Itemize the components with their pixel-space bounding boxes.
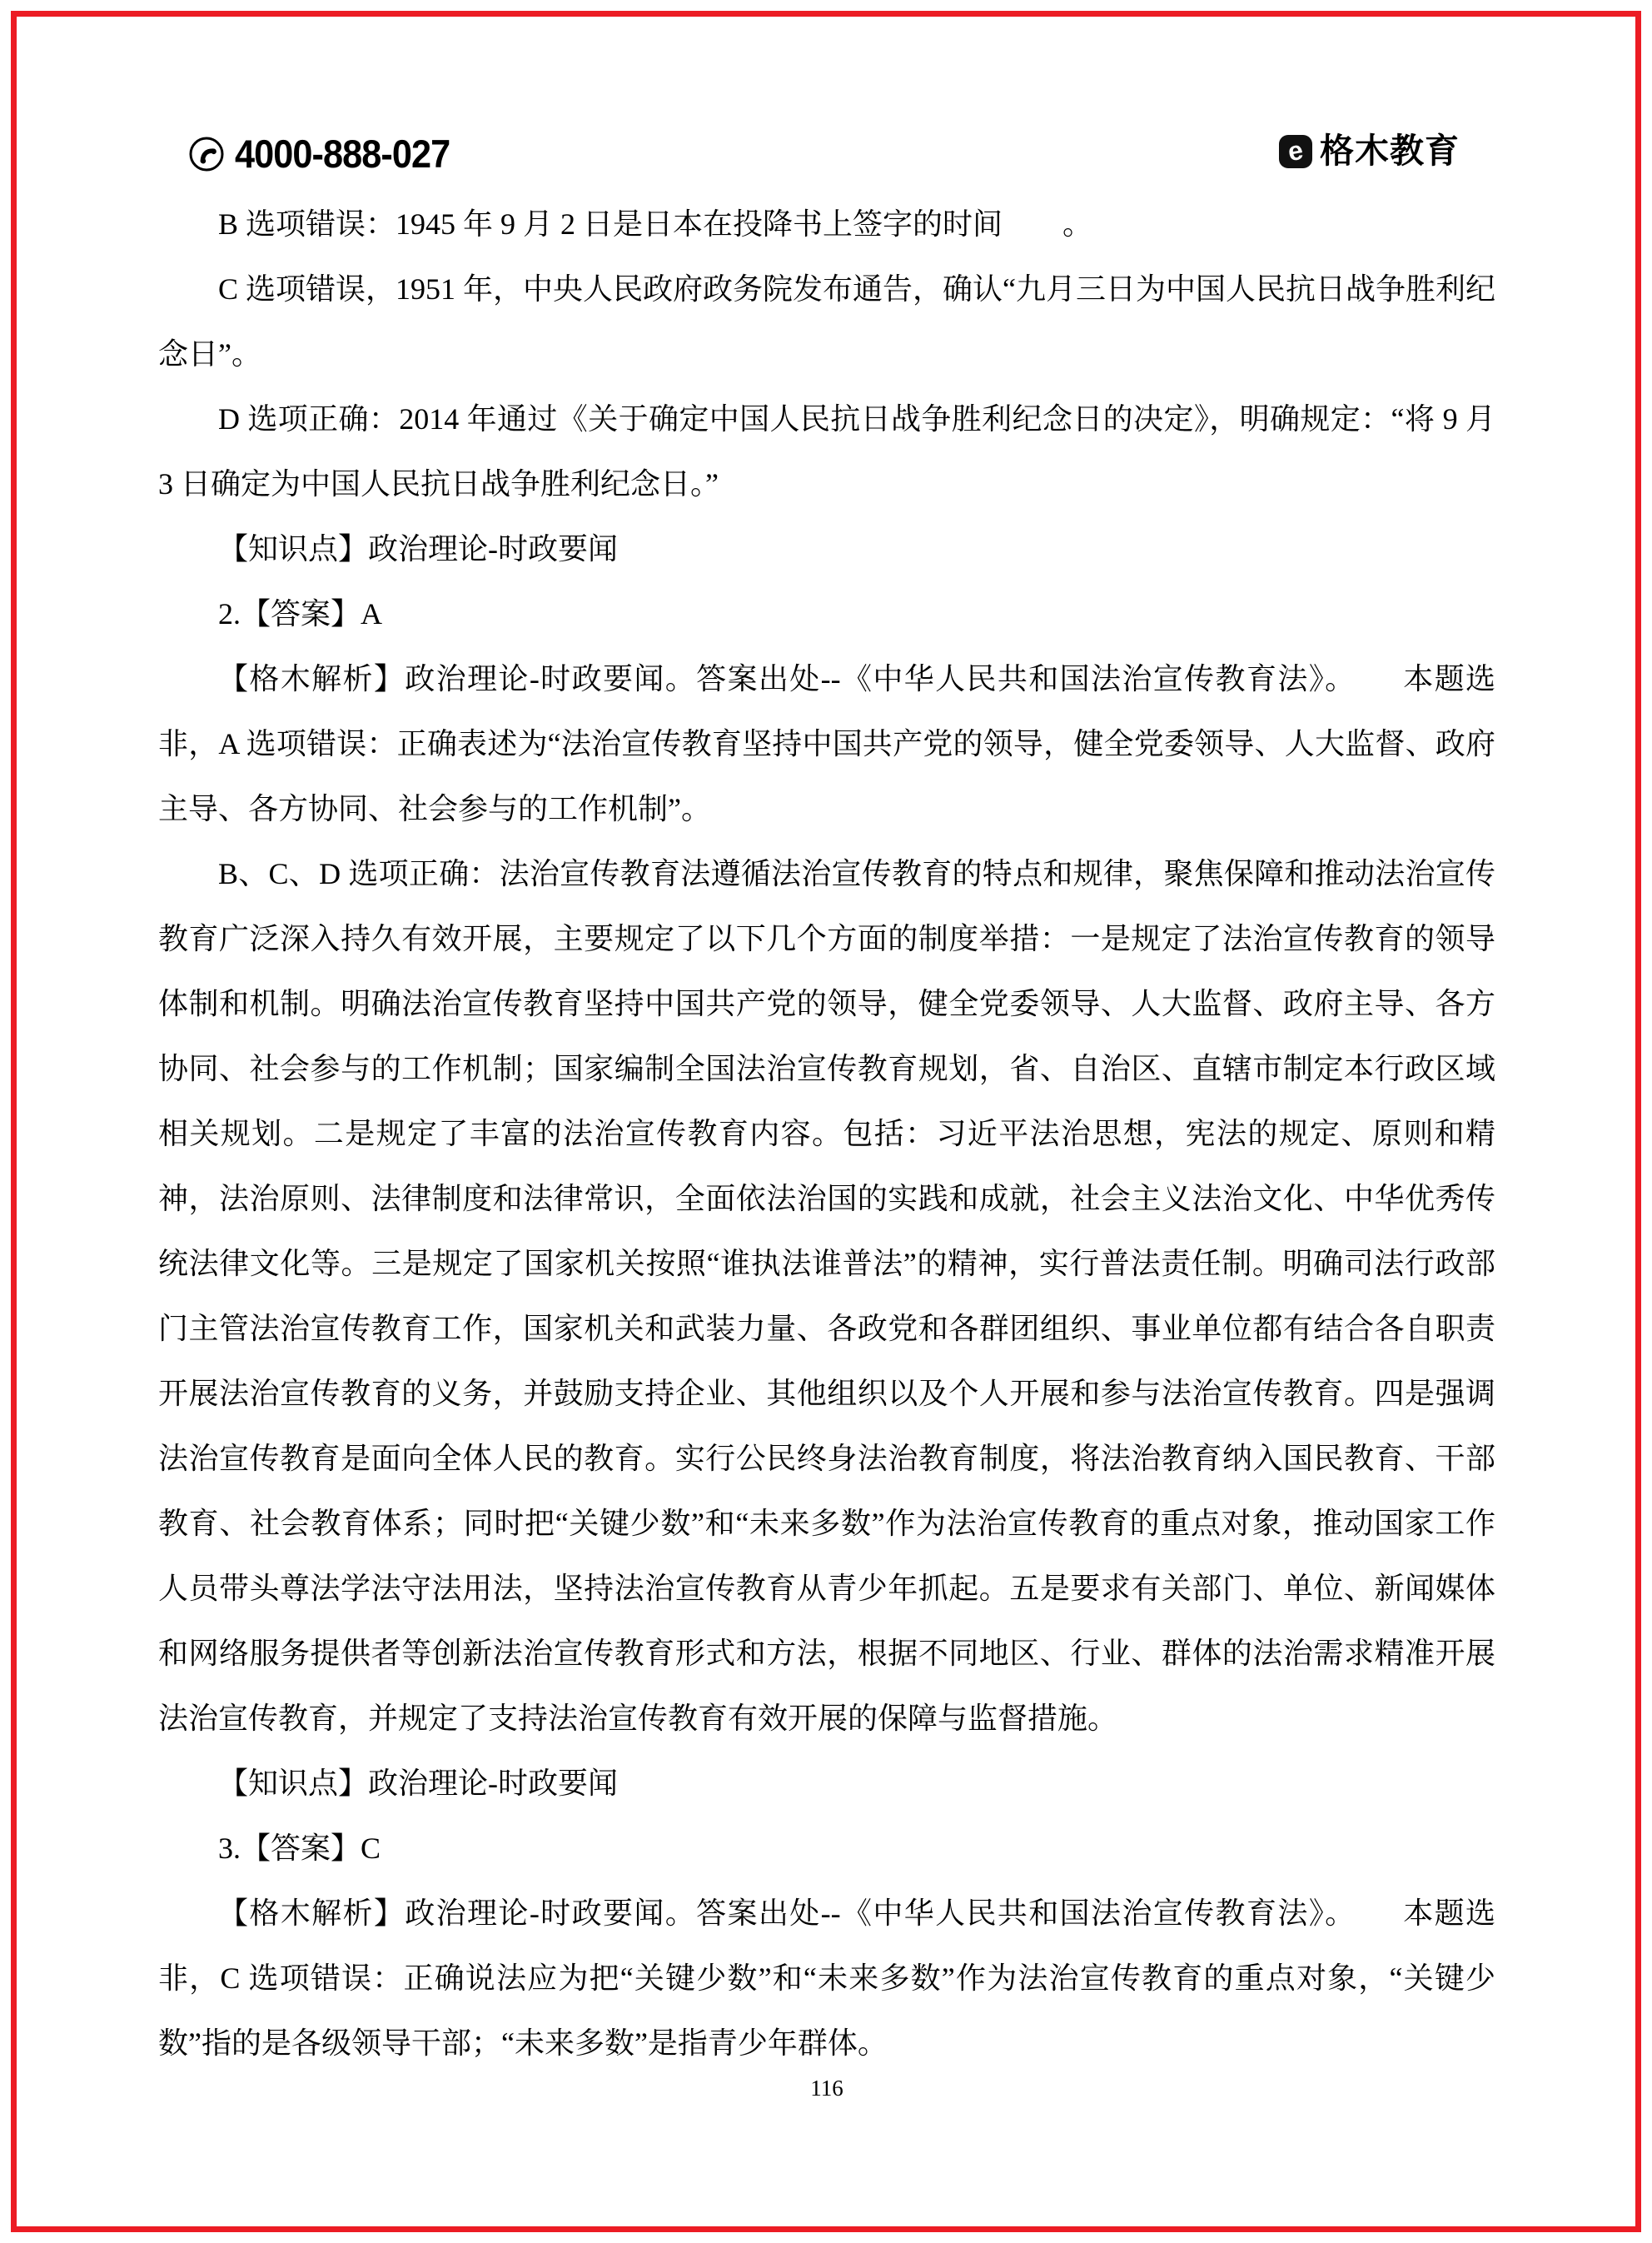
analysis-q3: 【格木解析】政治理论-时政要闻。答案出处--《中华人民共和国法治宣传教育法》。 本题选非，C 选项错误：正确说法应为把“关键少数”和“未来多数”作为法治宣传教育的重点对象，“关键少数”指的是各级领导干部；“未来多数”是指青少年群体。: [158, 1897, 1495, 2060]
header-phone-block: [188, 132, 469, 176]
analysis-q2: 【格木解析】政治理论-时政要闻。答案出处--《中华人民共和国法治宣传教育法》。 本题选非，A 选项错误：正确表述为“法治宣传教育坚持中国共产党的领导，健全党委领导、人大监督、政府主导、各方协同、社会参与的工作机制”。: [158, 662, 1495, 825]
paragraph-option-c: C 选项错误，1951 年，中央人民政府政务院发布通告，确认“九月三日为中国人民抗日战争胜利纪念日”。: [158, 272, 1495, 371]
answer-q3: 3.【答案】C: [218, 1832, 381, 1865]
gemu-logo-icon: e: [1279, 135, 1312, 168]
phone-icon: [188, 136, 225, 172]
analysis-q2-options-bcd: B、C、D 选项正确：法治宣传教育法遵循法治宣传教育的特点和规律，聚焦保障和推动法治宣传教育广泛深入持久有效开展，主要规定了以下几个方面的制度举措：一是规定了法治宣传教育的领导体制和机制。明确法治宣传教育坚持中国共产党的领导，健全党委领导、人大监督、政府主导、各方协同、社会参与的工作机制；国家编制全国法治宣传教育规划，省、自治区、直辖市制定本行政区域相关规划。二是规定了丰富的法治宣传教育内容。包括：习近平法治思想，宪法的规定、原则和精神，法治原则、法律制度和法律常识，全面依法治国的实践和成就，社会主义法治文化、中华优秀传统法律文化等。三是规定了国家机关按照“谁执法谁普法”的精神，实行普法责任制。明确司法行政部门主管法治宣传教育工作，国家机关和武装力量、各政党和各群团组织、事业单位都有结合各自职责开展法治宣传教育的义务，并鼓励支持企业、其他组织以及个人开展和参与法治宣传教育。四是强调法治宣传教育是面向全体人民的教育。实行公民终身法治教育制度，将法治教育纳入国民教育、干部教育、社会教育体系；同时把“关键少数”和“未来多数”作为法治宣传教育的重点对象，推动国家工作人员带头尊法学法守法用法，坚持法治宣传教育从青少年抓起。五是要求有关部门、单位、新闻媒体和网络服务提供者等创新法治宣传教育形式和方法，根据不同地区、行业、群体的法治需求精准开展法治宣传教育，并规定了支持法治宣传教育有效开展的保障与监督措施。: [158, 857, 1495, 1735]
paragraph-option-d: D 选项正确：2014 年通过《关于确定中国人民抗日战争胜利纪念日的决定》，明确规定：“将 9 月 3 日确定为中国人民抗日战争胜利纪念日。”: [158, 402, 1495, 501]
brand-logo-text: 格木教育: [1320, 132, 1460, 170]
knowledge-point-q1: 【知识点】政治理论-时政要闻: [218, 532, 618, 566]
page-number: 116: [810, 2076, 843, 2101]
knowledge-point-q2: 【知识点】政治理论-时政要闻: [218, 1767, 618, 1800]
paragraph-option-b: B 选项错误：1945 年 9 月 2 日是日本在投降书上签字的时间 。: [218, 207, 1093, 241]
brand-logo: [1279, 134, 1460, 168]
answer-explanation-body: [158, 192, 1495, 2076]
phone-number: 4000-888-027: [235, 132, 450, 176]
answer-q2: 2.【答案】A: [218, 597, 382, 631]
